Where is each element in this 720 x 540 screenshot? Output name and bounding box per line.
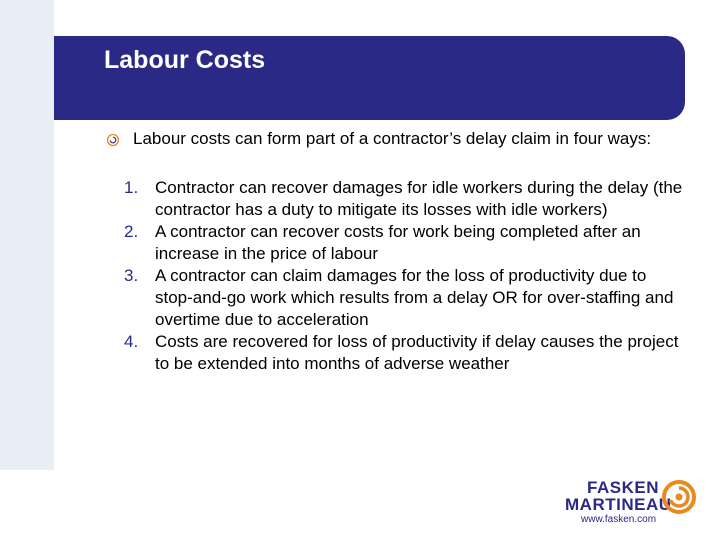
fasken-martineau-logo [565,478,705,528]
list-item-number: 4. [124,332,139,351]
left-decorative-band [0,0,54,470]
logo-line2: MARTINEAU [565,495,672,514]
fasken-spiral-icon [661,479,697,515]
slide-title: Labour Costs [104,46,266,74]
list-item-text: A contractor can recover costs for work being completed after an increase in the price of labour [155,222,641,263]
list-item [124,331,684,375]
logo-url: www.fasken.com [581,514,657,525]
intro-text: Labour costs can form part of a contractor’s delay claim in four ways: [133,129,652,148]
list-item [124,177,684,221]
list-item-number: 2. [124,222,139,241]
labour-cost-list [124,177,684,375]
list-item-number: 3. [124,266,139,285]
list-item [124,265,684,331]
list-item-text: Contractor can recover damages for idle workers during the delay (the contractor has a duty to mitigate its losses with idle workers) [155,178,683,219]
list-item-text: A contractor can claim damages for the loss of productivity due to stop-and-go work which results from a delay OR for over-staffing and overtime due to acceleration [155,266,674,329]
spiral-bullet-icon [106,133,120,147]
list-item [124,221,684,265]
logo-line1: FASKEN [587,478,659,497]
list-item-text: Costs are recovered for loss of productivity if delay causes the project to be extended into months of adverse weather [155,332,679,373]
list-item-number: 1. [124,178,139,197]
